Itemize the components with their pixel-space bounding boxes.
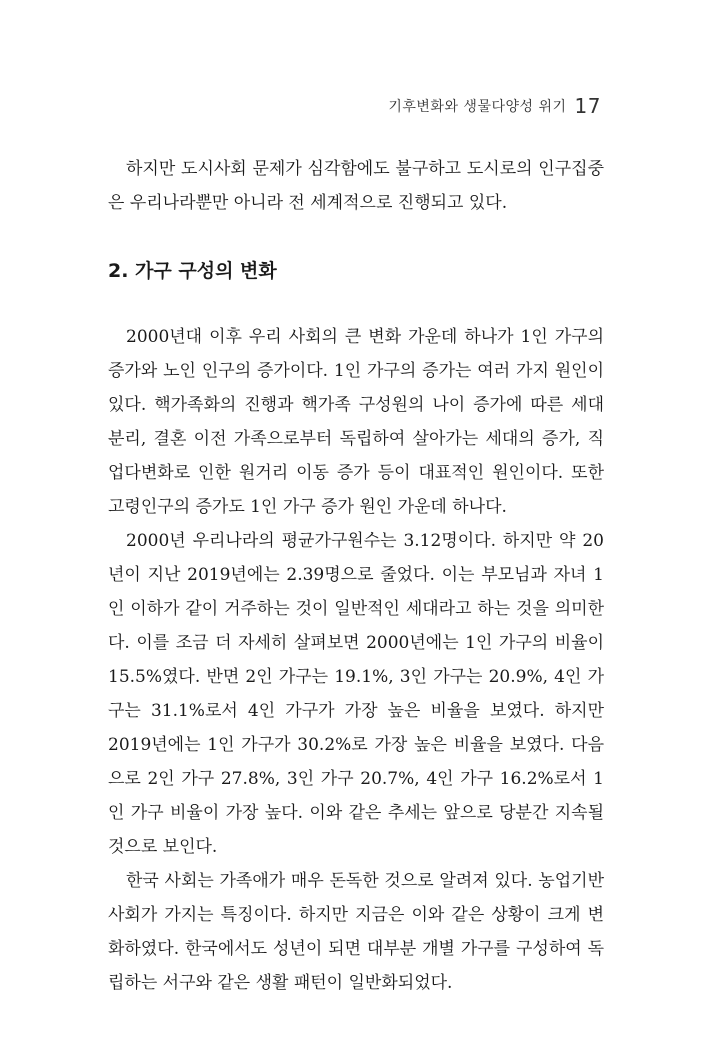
running-title: 기후변화와 생물다양성 위기: [388, 99, 567, 115]
page-number: 17: [574, 94, 601, 118]
body-paragraph: 한국 사회는 가족애가 매우 돈독한 것으로 알려져 있다. 농업기반 사회가 가지는 특징이다. 하지만 지금은 이와 같은 상황이 크게 변화하였다. 한국에서도 성년이 되면 대부분 개별 가구를 구성하여 독립하는 서구와 같은 생활 패턴이 일반화되었다.: [108, 871, 604, 993]
page-body: [108, 152, 604, 1000]
body-paragraph: 2000년대 이후 우리 사회의 큰 변화 가운데 하나가 1인 가구의 증가와 노인 인구의 증가이다. 1인 가구의 증가는 여러 가지 원인이 있다. 핵가족화의 진행과 핵가족 구성원의 나이 증가에 따른 세대 분리, 결혼 이전 가족으로부터 독립하여 살아가는 세대의 증가, 직업다변화로 인한 원거리 이동 증가 등이 대표적인 원인이다. 또한 고령인구의 증가도 1인 가구 증가 원인 가운데 하나다.: [108, 327, 604, 517]
intro-paragraph: 하지만 도시사회 문제가 심각함에도 불구하고 도시로의 인구집중은 우리나라뿐만 아니라 전 세계적으로 진행되고 있다.: [108, 159, 604, 213]
section-heading: 2. 가구 구성의 변화: [108, 260, 277, 282]
running-header: [388, 92, 601, 116]
body-paragraph: 2000년 우리나라의 평균가구원수는 3.12명이다. 하지만 약 20년이 지난 2019년에는 2.39명으로 줄었다. 이는 부모님과 자녀 1인 이하가 같이 거주하는 것이 일반적인 세대라고 하는 것을 의미한다. 이를 조금 더 자세히 살펴보면 2000년에는 1인 가구의 비율이 15.5%였다. 반면 2인 가구는 19.1%, 3인 가구는 20.9%, 4인 가구는 31.1%로서 4인 가구가 가장 높은 비율을 보였다. 하지만 2019년에는 1인 가구가 30.2%로 가장 높은 비율을 보였다. 다음으로 2인 가구 27.8%, 3인 가구 20.7%, 4인 가구 16.2%로서 1인 가구 비율이 가장 높다. 이와 같은 추세는 앞으로 당분간 지속될 것으로 보인다.: [108, 531, 604, 857]
